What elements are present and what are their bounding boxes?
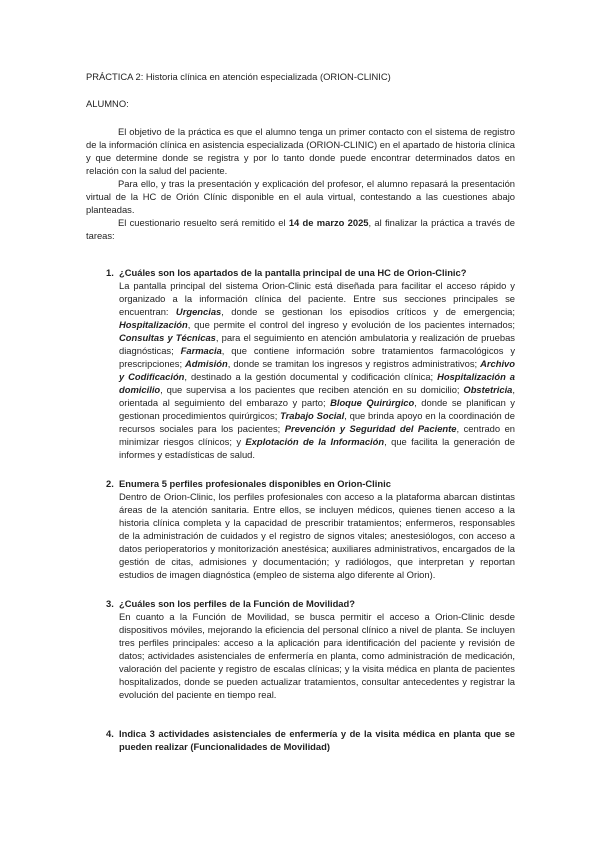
answer-text: , para el seguimiento en atención ambulatoria y realización de pruebas diagnósticas; [119, 332, 515, 356]
question-2 [86, 477, 515, 581]
answer-text: , que permite el control del ingreso y evolución de los pacientes internados; [187, 319, 515, 330]
question-1 [86, 266, 515, 461]
answer-text: La pantalla principal del sistema Orion-Clinic está diseñada para facilitar el acceso rápido y organizado a la información clínica del paciente. Entre sus secciones principales se encuentran: [119, 280, 515, 317]
document-title: PRÁCTICA 2: Historia clínica en atención especializada (ORION-CLINIC) [86, 71, 391, 82]
section-term: Archivo y Codificación [119, 358, 515, 382]
question-answer: Dentro de Orion-Clinic, los perfiles profesionales con acceso a la plataforma abarcan distintas áreas de la atención sanitaria. Entre ellos, se incluyen médicos, quienes tienen acceso a la historia clínica completa y la capacidad de prescribir tratamientos; enfermeros, responsables de la administración de cuidados y el registro de signos vitales; anestesiólogos, con acceso a datos perioperatorios y monitorización anestésica; auxiliares administrativos, encargados de la gestión de citas, admisiones y documentación; y radiólogos, que interpretan y reportan estudios de imagen diagnóstica (empleo de sistema algo diferente al Orion). [119, 491, 515, 580]
question-4 [86, 727, 515, 753]
answer-text: , destinado a la gestión documental y codificación clínica; [184, 371, 438, 382]
section-term: Hospitalización [119, 319, 188, 330]
section-term: Bloque Quirúrgico [330, 397, 415, 408]
answer-text: , que brinda apoyo en la coordinación de recursos sociales para los pacientes; [119, 410, 515, 434]
answer-text: , que contiene información sobre tratamientos farmacológicos y prescripciones; [119, 345, 516, 369]
section-term: Trabajo Social [280, 410, 345, 421]
question-number: 1. [106, 267, 114, 278]
question-answer [119, 279, 515, 461]
answer-text: , que facilita la generación de informes y estadísticas de salud. [119, 436, 515, 460]
section-term: Explotación de la Información [245, 436, 385, 447]
section-term: Hospitalización a domicilio [119, 371, 515, 395]
question-3 [86, 597, 515, 701]
section-term: Prevención y Seguridad del Paciente [284, 423, 457, 434]
question-number: 3. [106, 598, 114, 609]
submission-date: 14 de marzo 2025 [288, 217, 369, 228]
answer-text: , que supervisa a los pacientes que reciben atención en su domicilio; [160, 384, 464, 395]
section-term: Obstetricia [463, 384, 513, 395]
answer-text: , donde se gestionan los episodios críticos y de emergencia; [221, 306, 516, 317]
section-term: Urgencias [175, 306, 222, 317]
section-term: Admisión [185, 358, 228, 369]
question-title: Indica 3 actividades asistenciales de enfermería y de la visita médica en planta que se pueden realizar (Funcionalidades de Movilidad) [119, 728, 515, 752]
intro-paragraph-1: El objetivo de la práctica es que el alumno tenga un primer contacto con el sistema de registro de la información clínica en asistencia especializada (ORION-CLINIC) en el apartado de historia clínica y que determine donde se registra y por lo tanto donde puede encontrar determinados datos en relación con la salud del paciente. [86, 126, 515, 176]
question-number: 4. [106, 728, 114, 739]
question-title: Enumera 5 perfiles profesionales disponibles en Orion-Clinic [119, 478, 391, 489]
student-label: ALUMNO: [86, 98, 129, 109]
section-term: Farmacia [180, 345, 222, 356]
answer-text: , centrado en minimizar riesgos clínicos; y [119, 423, 516, 447]
intro-section [86, 125, 515, 242]
answer-text: , orientada al seguimiento del embarazo y parto; [119, 384, 515, 408]
question-number: 2. [106, 478, 114, 489]
answer-text: , donde se tramitan los ingresos y registros administrativos; [227, 358, 481, 369]
intro-p3-text-after: , al finalizar la práctica a través de tareas: [86, 217, 515, 241]
answer-text: , donde se planifican y gestionan procedimientos quirúrgicos; [119, 397, 515, 421]
question-title: ¿Cuáles son los perfiles de la Función de Movilidad? [119, 598, 355, 609]
intro-paragraph-3 [86, 216, 515, 242]
question-answer: En cuanto a la Función de Movilidad, se busca permitir el acceso a Orion-Clinic desde dispositivos móviles, mejorando la eficiencia del personal clínico a nivel de planta. Se incluyen tres perfiles principales: acceso a la aplicación para identificación del paciente y revisión de datos; actividades asistenciales de enfermería en planta, como administración de medicación, valoración del paciente y registro de escalas clínicas; y la visita médica en planta de pacientes hospitalizados, donde se pueden actualizar tratamientos, consultar antecedentes y registrar la evolución del paciente en tiempo real. [119, 611, 515, 700]
intro-p3-text-before: El cuestionario resuelto será remitido el [118, 217, 289, 228]
section-term: Consultas y Técnicas [119, 332, 216, 343]
question-title: ¿Cuáles son los apartados de la pantalla principal de una HC de Orion-Clinic? [119, 267, 467, 278]
intro-paragraph-2: Para ello, y tras la presentación y explicación del profesor, el alumno repasará la presentación virtual de la HC de Orión Clínic disponible en el aula virtual, contestando a las cuestiones abajo planteadas. [86, 178, 515, 215]
